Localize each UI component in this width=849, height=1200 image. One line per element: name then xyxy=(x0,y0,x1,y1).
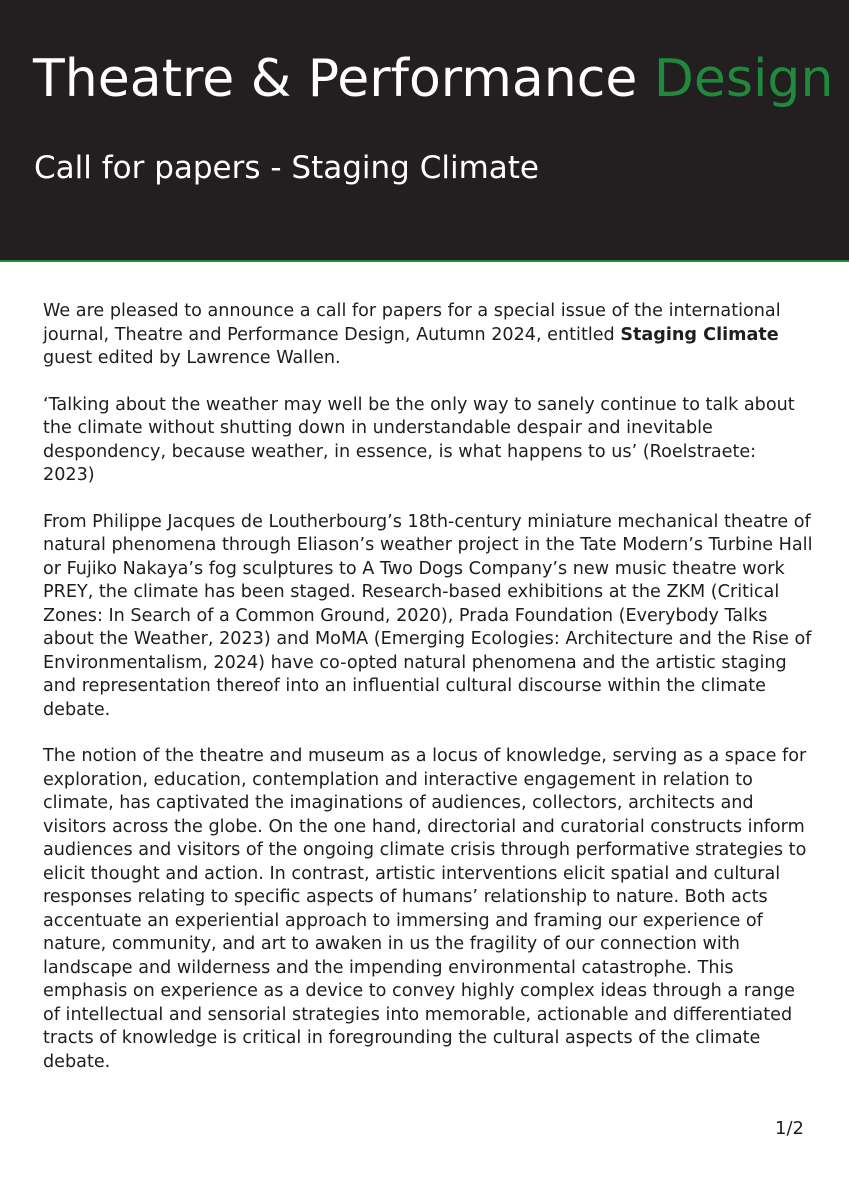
intro-text: We are pleased to announce a call for papers for a special issue of the international journal, Theatre and Performance Design, Autumn 2024, entitled xyxy=(43,301,781,345)
issue-title: Staging Climate xyxy=(620,324,779,345)
page-header xyxy=(0,0,849,262)
journal-title-accent: Design xyxy=(653,49,834,109)
history-paragraph: From Philippe Jacques de Loutherbourg’s 18th-century miniature mechanical theatre of natural phenomena through Eliason’s weather project in the Tate Modern’s Turbine Hall or Fujiko Nakaya’s fog sculptures to A Two Dogs Company’s new music theatre work PREY, the climate has been staged. Research-based exhibitions at the ZKM (Critical Zones: In Search of a Common Ground, 2020), Prada Foundation (Everybody Talks about the Weather, 2023) and MoMA (Emerging Ecologies: Architecture and the Rise of Environmentalism, 2024) have co-opted natural phenomena and the artistic staging and representation thereof into an influential cultural discourse within the climate debate. xyxy=(43,511,813,720)
intro-text-end: guest edited by Lawrence Wallen. xyxy=(43,348,341,368)
call-for-papers-title: Call for papers - Staging Climate xyxy=(34,150,540,186)
body-text xyxy=(43,300,813,1097)
journal-title xyxy=(33,48,833,110)
journal-title-main: Theatre & Performance xyxy=(33,49,638,109)
intro-paragraph xyxy=(43,300,813,371)
page-number: 1/2 xyxy=(775,1118,804,1139)
notion-paragraph: The notion of the theatre and museum as a locus of knowledge, serving as a space for exploration, education, contemplation and interactive engagement in relation to climate, has captivated the imaginations of audiences, collectors, architects and visitors across the globe. On the one hand, directorial and curatorial constructs inform audiences and visitors of the ongoing climate crisis through performative strategies to elicit thought and action. In contrast, artistic interventions elicit spatial and cultural responses relating to specific aspects of humans’ relationship to nature. Both acts accentuate an experiential approach to immersing and framing our experience of nature, community, and art to awaken in us the fragility of our connection with landscape and wilderness and the impending environmental catastrophe. This emphasis on experience as a device to convey highly complex ideas through a range of intellectual and sensorial strategies into memorable, actionable and differentiated tracts of knowledge is critical in foregrounding the cultural aspects of the climate debate. xyxy=(43,746,807,1072)
quote-paragraph: ‘Talking about the weather may well be the only way to sanely continue to talk about the climate without shutting down in understandable despair and inevitable despondency, because weather, in essence, is what happens to us’ (Roelstraete: 2023) xyxy=(43,394,795,485)
